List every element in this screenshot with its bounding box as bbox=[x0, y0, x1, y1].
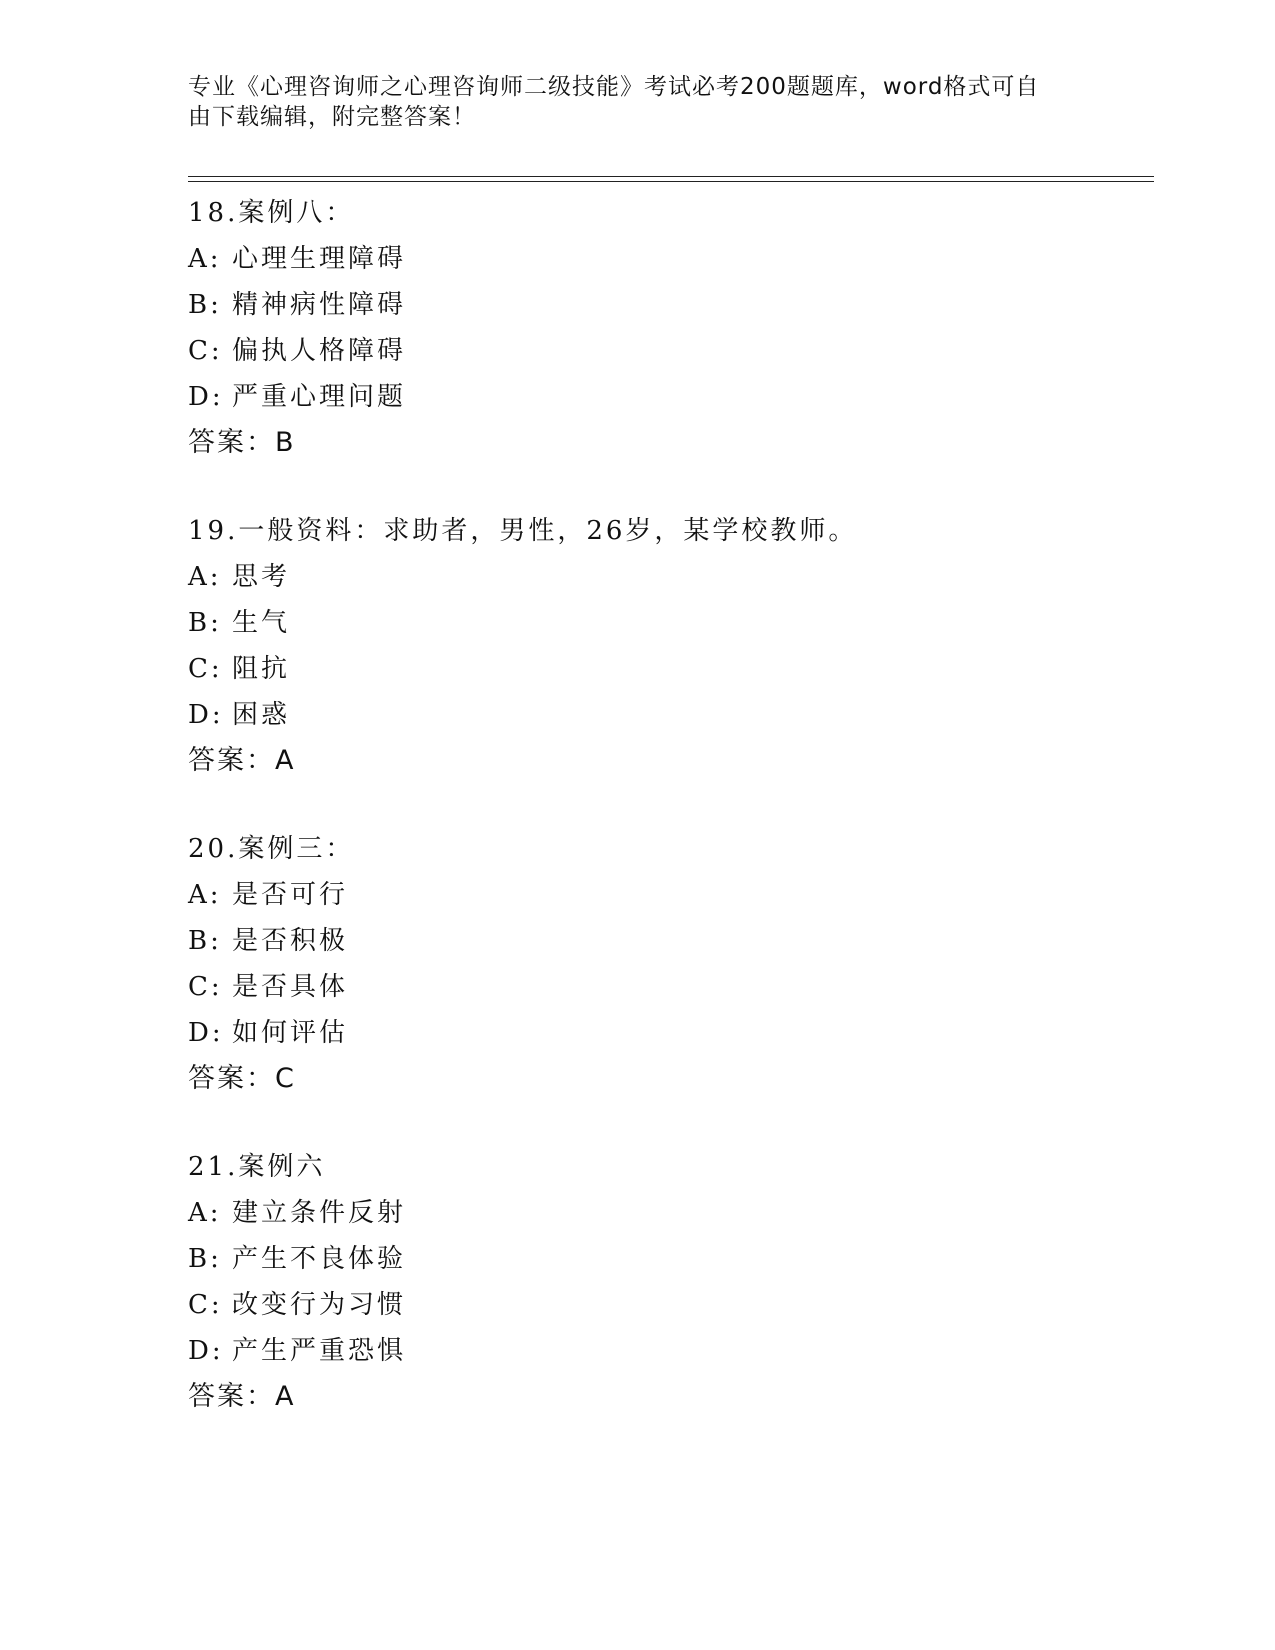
answer-line: 答案：A bbox=[188, 1381, 296, 1412]
question-title: 20.案例三： bbox=[188, 834, 355, 864]
option-a bbox=[188, 236, 1138, 282]
option-text: 建立条件反射 bbox=[232, 1198, 407, 1228]
option-key: A: bbox=[188, 244, 222, 274]
header-line-2: 由下载编辑，附完整答案！ bbox=[188, 104, 476, 130]
option-text: 产生不良体验 bbox=[232, 1244, 407, 1274]
option-a bbox=[188, 554, 1138, 600]
option-key: B: bbox=[188, 926, 222, 956]
option-text: 心理生理障碍 bbox=[232, 244, 407, 274]
option-key: B: bbox=[188, 1244, 222, 1274]
answer-line: 答案：A bbox=[188, 745, 296, 776]
option-key: C: bbox=[188, 336, 223, 366]
question-19 bbox=[188, 508, 1138, 784]
option-text: 生气 bbox=[232, 608, 291, 638]
question-18 bbox=[188, 190, 1138, 466]
header-divider-top bbox=[188, 176, 1154, 177]
option-d bbox=[188, 1010, 1138, 1056]
option-key: C: bbox=[188, 972, 223, 1002]
option-b bbox=[188, 918, 1138, 964]
question-20 bbox=[188, 826, 1138, 1102]
option-a bbox=[188, 872, 1138, 918]
option-c bbox=[188, 964, 1138, 1010]
document-header bbox=[188, 72, 1088, 132]
option-key: A: bbox=[188, 880, 222, 910]
option-c bbox=[188, 646, 1138, 692]
option-key: D: bbox=[188, 382, 224, 412]
option-text: 严重心理问题 bbox=[232, 382, 407, 412]
option-text: 改变行为习惯 bbox=[232, 1290, 407, 1320]
option-text: 产生严重恐惧 bbox=[232, 1336, 407, 1366]
option-key: D: bbox=[188, 700, 224, 730]
question-title: 19.一般资料：求助者，男性，26岁，某学校教师。 bbox=[188, 516, 858, 546]
option-d bbox=[188, 1328, 1138, 1374]
answer-line: 答案：B bbox=[188, 427, 296, 458]
header-line-1: 专业《心理咨询师之心理咨询师二级技能》考试必考200题题库，word格式可自 bbox=[188, 74, 1040, 100]
option-text: 是否可行 bbox=[232, 880, 349, 910]
option-d bbox=[188, 374, 1138, 420]
option-key: A: bbox=[188, 1198, 222, 1228]
option-key: B: bbox=[188, 290, 222, 320]
option-b bbox=[188, 282, 1138, 328]
option-key: A: bbox=[188, 562, 222, 592]
question-title: 21.案例六 bbox=[188, 1152, 326, 1182]
option-key: C: bbox=[188, 1290, 223, 1320]
option-c bbox=[188, 1282, 1138, 1328]
answer-line: 答案：C bbox=[188, 1063, 296, 1094]
option-b bbox=[188, 600, 1138, 646]
question-title: 18.案例八： bbox=[188, 198, 355, 228]
option-key: D: bbox=[188, 1336, 224, 1366]
option-d bbox=[188, 692, 1138, 738]
question-21 bbox=[188, 1144, 1138, 1420]
option-text: 阻抗 bbox=[232, 654, 291, 684]
option-key: D: bbox=[188, 1018, 224, 1048]
option-text: 思考 bbox=[232, 562, 291, 592]
option-text: 是否积极 bbox=[232, 926, 349, 956]
option-a bbox=[188, 1190, 1138, 1236]
option-text: 偏执人格障碍 bbox=[232, 336, 407, 366]
option-c bbox=[188, 328, 1138, 374]
option-text: 困惑 bbox=[232, 700, 291, 730]
option-key: C: bbox=[188, 654, 223, 684]
option-text: 如何评估 bbox=[232, 1018, 349, 1048]
option-key: B: bbox=[188, 608, 222, 638]
option-b bbox=[188, 1236, 1138, 1282]
header-divider-bottom bbox=[188, 181, 1154, 182]
option-text: 是否具体 bbox=[232, 972, 349, 1002]
option-text: 精神病性障碍 bbox=[232, 290, 407, 320]
